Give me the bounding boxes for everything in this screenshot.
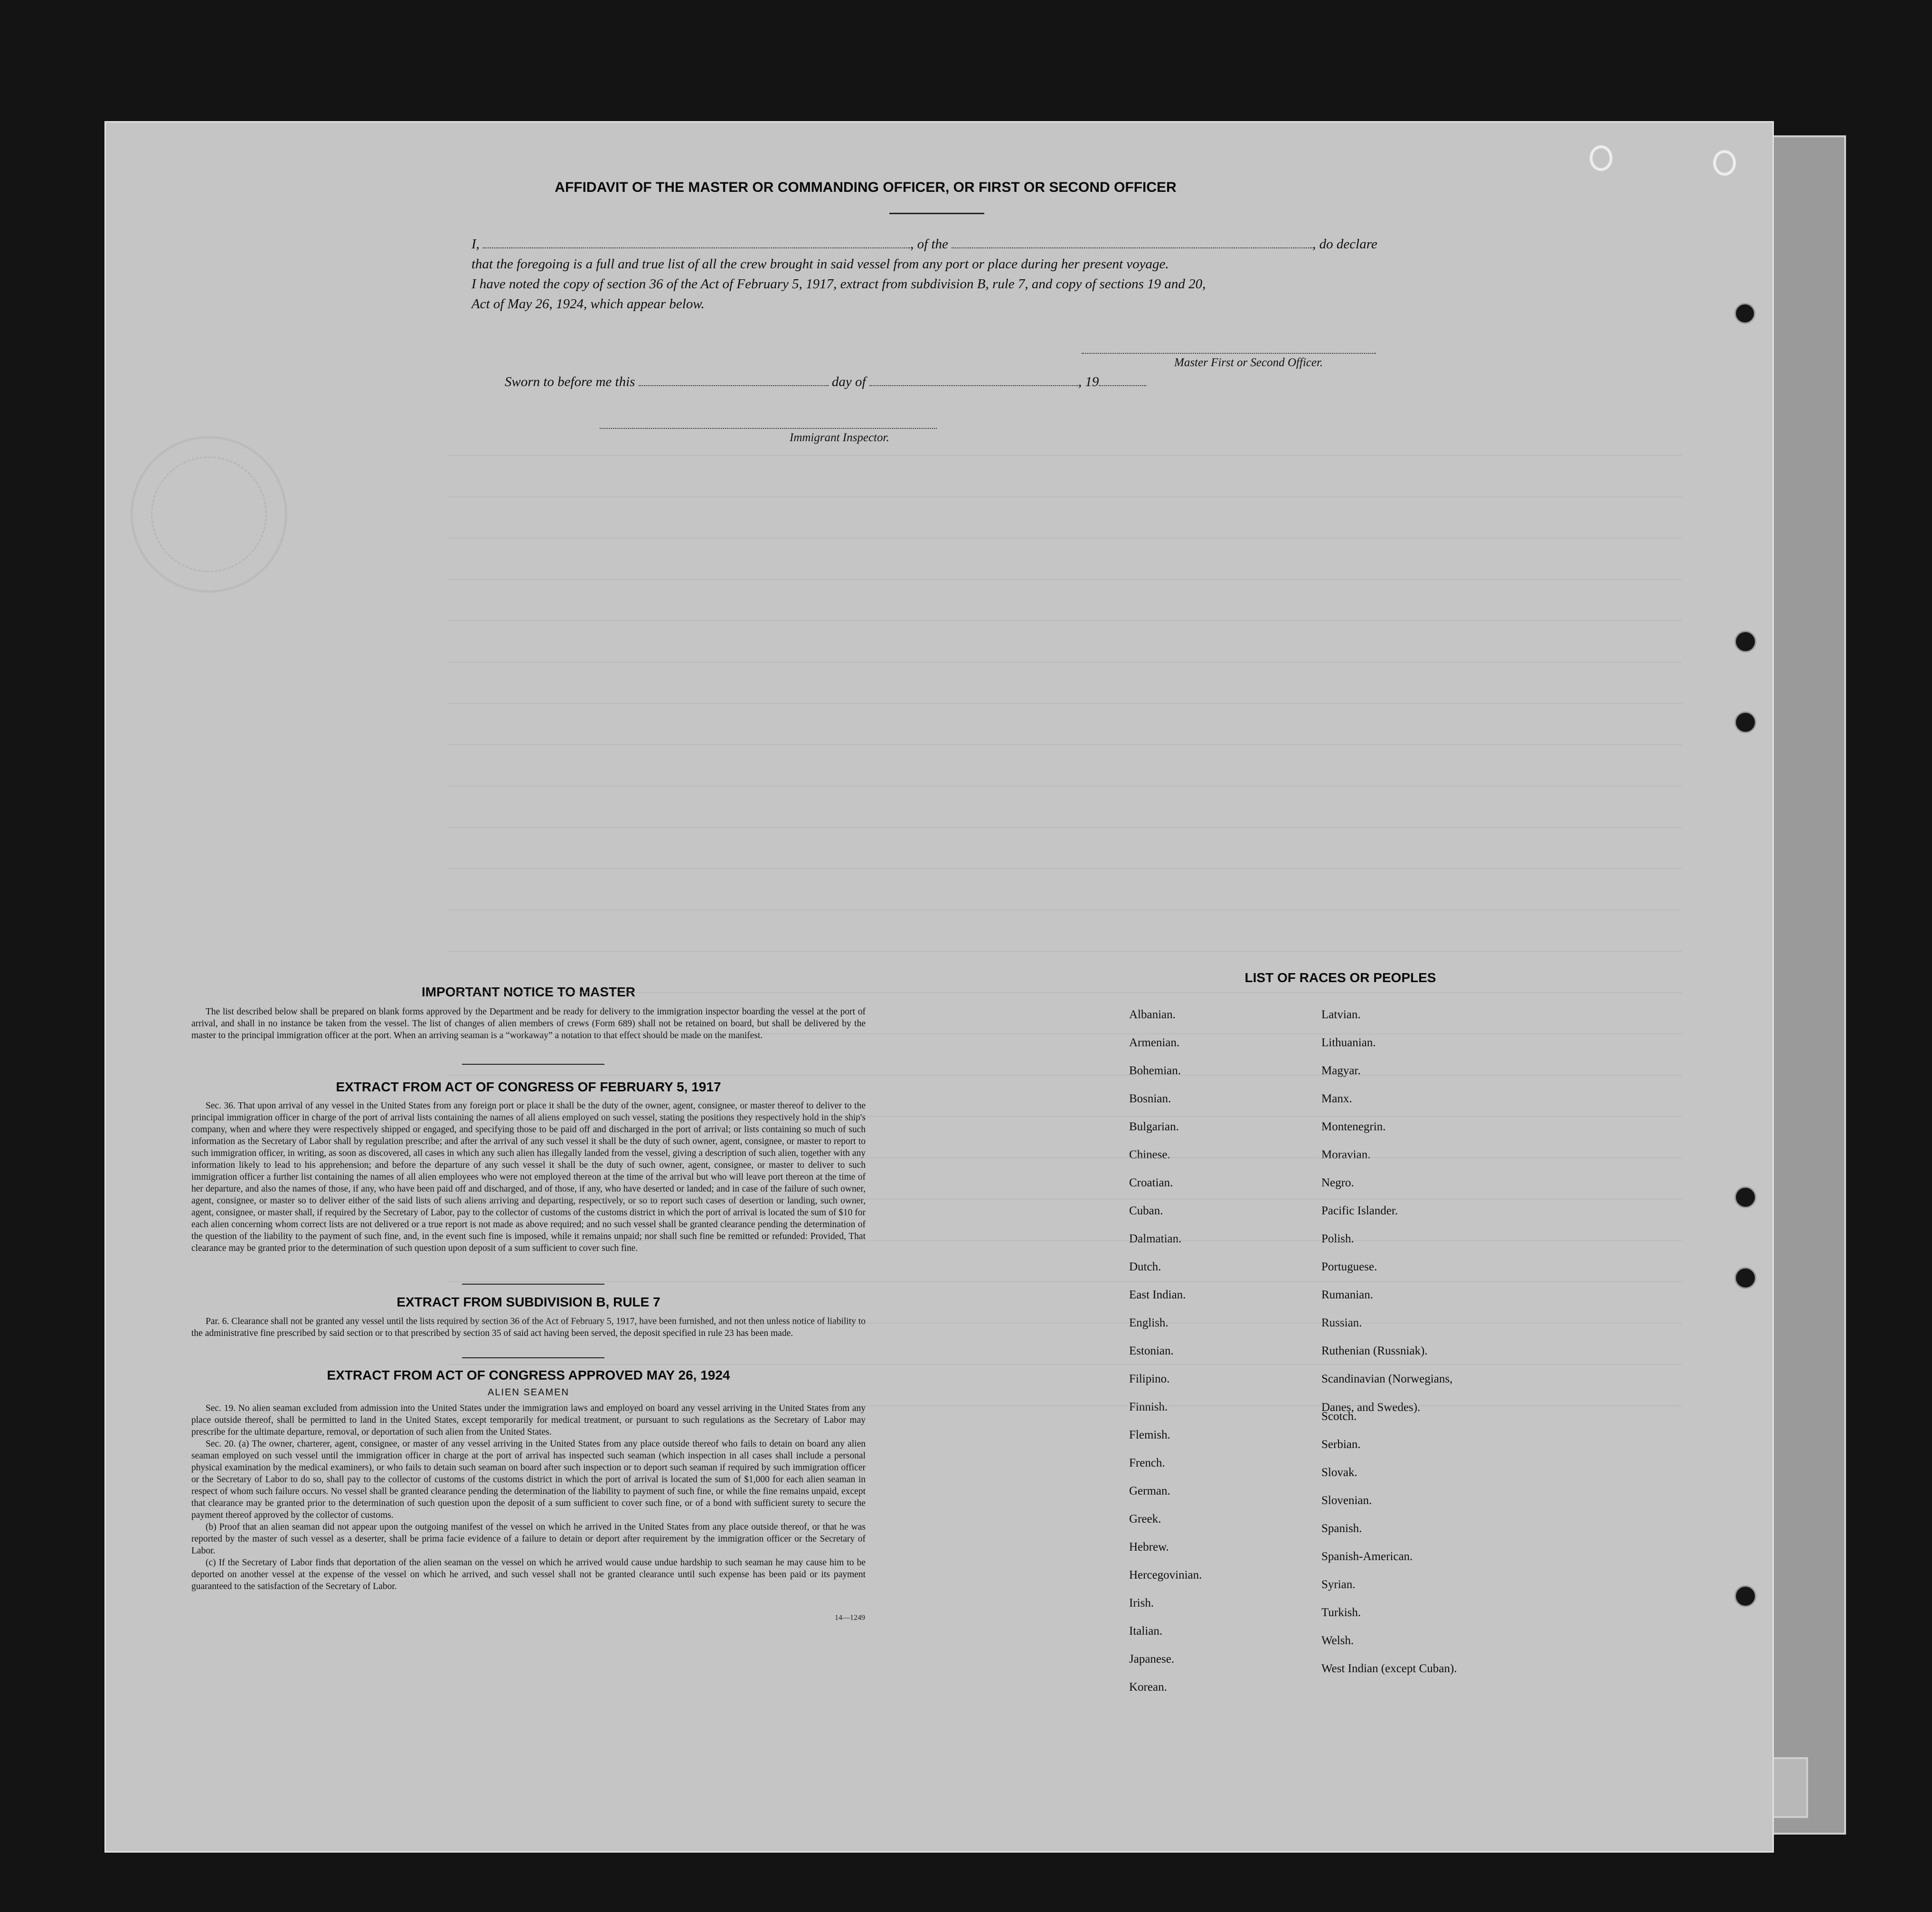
bleed-through-row xyxy=(448,455,1682,474)
sec-20b-text: (b) Proof that an alien seaman did not appear upon the outgoing manifest of the vessel on which he arrived in the United States from any place outside thereof, or that he was reported by the master of such vessel as a deserter, shall be prima facie evidence of a failure to detain or deport after requirement by the immigration officer or the Secretary of Labor. xyxy=(191,1522,866,1556)
race-item: Lithuanian. xyxy=(1321,1036,1376,1049)
sec-20c-text: (c) If the Secretary of Labor finds that deportation of the alien seaman on the vessel on which he arrived would cause undue hardship to such seaman he may cause him to be deported on another vessel at the expense of the vessel on which he arrived, and such vessel shall not be granted clearance until such expense has been paid or its payment guaranteed to the satisfaction of the Secretary of Labor. xyxy=(191,1558,866,1591)
race-item: Japanese. xyxy=(1129,1653,1175,1666)
race-item: Welsh. xyxy=(1321,1634,1354,1647)
bleed-through-row xyxy=(448,538,1682,557)
race-item: Scotch. xyxy=(1321,1410,1357,1423)
race-item: Spanish-American. xyxy=(1321,1550,1413,1563)
race-item: Slovak. xyxy=(1321,1466,1357,1479)
name-blank xyxy=(483,247,910,248)
race-item: Hebrew. xyxy=(1129,1541,1169,1553)
bleed-through-row xyxy=(448,1116,1682,1135)
punch-hole xyxy=(1734,303,1755,324)
race-item: Russian. xyxy=(1321,1316,1362,1329)
race-item: Spanish. xyxy=(1321,1522,1362,1535)
race-item: Albanian. xyxy=(1129,1008,1176,1021)
bleed-through-row xyxy=(448,496,1682,515)
bleed-through-row xyxy=(448,909,1682,928)
race-item: Italian. xyxy=(1129,1625,1163,1638)
bleed-through-row xyxy=(448,1157,1682,1176)
race-item: French. xyxy=(1129,1457,1165,1469)
race-item: Finnish. xyxy=(1129,1401,1168,1413)
bleed-through-row xyxy=(448,1364,1682,1383)
race-item: Chinese. xyxy=(1129,1148,1170,1161)
race-item: Armenian. xyxy=(1129,1036,1180,1049)
affidavit-line-1: I, , of the , do declare xyxy=(471,237,1377,252)
race-item: Portuguese. xyxy=(1321,1260,1377,1273)
bleed-through-row xyxy=(448,1033,1682,1052)
race-item: German. xyxy=(1129,1485,1170,1497)
bleed-through-row xyxy=(448,951,1682,970)
bleed-through-row xyxy=(448,1281,1682,1300)
race-item: Manx. xyxy=(1321,1092,1352,1105)
inspector-caption: Immigrant Inspector. xyxy=(790,431,889,444)
sworn-year-blank xyxy=(1099,385,1146,386)
bleed-through-row xyxy=(448,662,1682,681)
bleed-through-row xyxy=(448,579,1682,598)
punch-hole xyxy=(1734,1585,1756,1607)
sec-20a-text: Sec. 20. (a) The owner, charterer, agent, consignee, or master of any vessel arriving in the United States from any place outside thereof who fails to detain on board any alien seaman employed on such vessel until the immigration officer in charge at the port of arrival has inspected such seaman (which inspection in all cases shall include a personal physical examination by the medical examiners), or who fails to detain such seaman on board after such inspection or to deport such seaman if required by such immigration officer or the Secretary of Labor to do so, shall pay to the collector of customs of the customs district in which the port of arrival is located the sum of $1,000 for each alien seaman in respect of whom such failure occurs. No vessel shall be granted clearance pending the determination of the liability to payment of such fine, or while the fine remains unpaid, except that clearance may be granted prior to the determination of such question upon the deposit of a sum sufficient to cover such fine, or of a bond with sufficient surety to secure the payment thereof approved by the collector of customs. xyxy=(191,1439,866,1520)
race-item: English. xyxy=(1129,1316,1169,1329)
punch-hole xyxy=(1734,711,1756,733)
rule-7-text: Par. 6. Clearance shall not be granted any vessel until the lists required by section 36 of the Act of February 5, 1917, have been furnished, and not then unless notice of liability to the administrative fine prescribed by said section or to that prescribed by section 35 of said act having been served, the deposit specified in rule 23 has been made. xyxy=(191,1316,866,1338)
race-item: Magyar. xyxy=(1321,1064,1361,1077)
race-item: Filipino. xyxy=(1129,1372,1170,1385)
inspector-signature-line xyxy=(600,428,937,429)
race-item: Greek. xyxy=(1129,1513,1161,1525)
race-item: Serbian. xyxy=(1321,1438,1361,1451)
bleed-through-row xyxy=(448,786,1682,805)
bleed-through-row xyxy=(448,1075,1682,1094)
rule-7-heading: EXTRACT FROM SUBDIVISION B, RULE 7 xyxy=(396,1295,660,1309)
master-signature-line xyxy=(1082,353,1376,354)
race-item: Turkish. xyxy=(1321,1606,1361,1619)
notice-text: The list described below shall be prepared on blank forms approved by the Department and be ready for delivery to the immigration inspector boarding the vessel at the port of arrival, and shall in no instance be taken from the vessel. The list of changes of alien members of crews (Form 689) shall not be retained on board, but shall be delivered by the master to the principal immigration officer at the port. When an arriving seaman is a “workaway” a notation to that effect should be made on the manifest. xyxy=(191,1007,866,1041)
divider xyxy=(462,1064,604,1065)
binder-ring xyxy=(1713,150,1736,176)
binder-ring xyxy=(1590,145,1612,171)
race-item: Rumanian. xyxy=(1321,1288,1374,1301)
sworn-line: Sworn to before me this day of , 19 xyxy=(505,374,1146,390)
race-item: Moravian. xyxy=(1321,1148,1371,1161)
race-item: Irish. xyxy=(1129,1597,1154,1609)
affidavit-title: AFFIDAVIT OF THE MASTER OR COMMANDING OFFICER, OR FIRST OR SECOND OFFICER xyxy=(555,180,1177,195)
race-item: Danes, and Swedes). xyxy=(1321,1401,1421,1414)
race-item: Korean. xyxy=(1129,1681,1167,1694)
race-item: Montenegrin. xyxy=(1321,1120,1386,1133)
race-item: Croatian. xyxy=(1129,1176,1173,1189)
race-item: Bohemian. xyxy=(1129,1064,1181,1077)
divider xyxy=(462,1357,604,1358)
alien-seamen-subheading: ALIEN SEAMEN xyxy=(488,1387,569,1398)
race-item: Dutch. xyxy=(1129,1260,1161,1273)
race-item: Syrian. xyxy=(1321,1578,1356,1591)
punch-hole xyxy=(1734,1267,1756,1289)
master-caption: Master First or Second Officer. xyxy=(1174,356,1323,369)
bleed-through-row xyxy=(448,744,1682,763)
sworn-day-blank xyxy=(639,385,829,386)
punch-hole xyxy=(1734,631,1756,653)
bleed-through-row xyxy=(448,1199,1682,1218)
bleed-through-row xyxy=(448,992,1682,1011)
act-1924-heading: EXTRACT FROM ACT OF CONGRESS APPROVED MAY 26, 1924 xyxy=(327,1368,730,1382)
race-item: Ruthenian (Russniak). xyxy=(1321,1344,1428,1357)
punch-hole xyxy=(1734,1186,1756,1208)
race-item: Scandinavian (Norwegians, xyxy=(1321,1372,1453,1385)
races-heading: LIST OF RACES OR PEOPLES xyxy=(1244,970,1436,985)
act-1917-text: Sec. 36. That upon arrival of any vessel in the United States from any foreign port or place it shall be the duty of the owner, agent, consignee, or master thereof to deliver to the principal immigration officer in charge of the port of arrival lists containing the names of all aliens employed on such vessel, stating the positions they respectively hold in the ship's company, when and where they were respectively shipped or engaged, and specifying those to be paid off and discharged in the port of arrival; or lists containing so much of such information as the Secretary of Labor shall by regulation prescribe; and after the arrival of any such vessel it shall be the duty of such owner, agent, consignee, or master to report to such immigration officer, in writing, as soon as discovered, all cases in which any such alien has illegally landed from the vessel, giving a description of such alien, together with any information likely to lead to his apprehension; and before the departure of any such vessel it shall be the duty of such owner, agent, consignee, or master to deliver to such immigration officer a further list containing the names of all alien employees who were not employed thereon at the time of the arrival but who will leave port thereon at the time of her departure, and also the names of those, if any, who have been paid off and discharged, and of those, if any, who have deserted or landed; and in case of the failure of such owner, agent, consignee, or master so to deliver either of the said lists of such aliens arriving and departing, respectively, or so to report such cases of desertion or landing, such owner, agent, consignee, or master shall, if required by the Secretary of Labor, pay to the collector of customs of the customs district in which the port of arrival is located the sum of $10 for each alien concerning whom correct lists are not delivered or a true report is not made as above required; and no such vessel shall be granted clearance pending the determination of the question of the liability to the payment of such fine, and, in the event such fine is imposed, while it remains unpaid; nor shall such fine be remitted or refunded: Provided, That clearance may be granted prior to the determination of such question upon deposit of a sum sufficient to cover such fine. xyxy=(191,1101,866,1253)
race-item: Polish. xyxy=(1321,1232,1354,1245)
race-item: Hercegovinian. xyxy=(1129,1569,1202,1581)
embossed-seal xyxy=(131,436,287,593)
race-item: Cuban. xyxy=(1129,1204,1163,1217)
manifest-back-page xyxy=(104,121,1774,1853)
race-item: Dalmatian. xyxy=(1129,1232,1182,1245)
bleed-through-row xyxy=(448,1405,1682,1424)
race-item: East Indian. xyxy=(1129,1288,1186,1301)
race-item: Bosnian. xyxy=(1129,1092,1171,1105)
act-1917-heading: EXTRACT FROM ACT OF CONGRESS OF FEBRUARY 5, 1917 xyxy=(336,1079,721,1094)
race-item: Negro. xyxy=(1321,1176,1354,1189)
sec-19-text: Sec. 19. No alien seaman excluded from admission into the United States under the immigration laws and employed on board any vessel arriving in the United States from any place outside thereof, shall be permitted to land in the United States, except temporarily for medical treatment, or pursuant to such regulations as the Secretary of Labor may prescribe for the ultimate departure, removal, or deportation of such alien from the United States. xyxy=(191,1403,866,1437)
affidavit-line-3: I have noted the copy of section 36 of the Act of February 5, 1917, extract from subdivision B, rule 7, and copy of sections 19 and 20, xyxy=(471,276,1206,292)
race-item: Bulgarian. xyxy=(1129,1120,1179,1133)
race-item: West Indian (except Cuban). xyxy=(1321,1662,1457,1675)
affidavit-line-2: that the foregoing is a full and true list of all the crew brought in said vessel from any port or place during her present voyage. xyxy=(471,256,1169,272)
vessel-blank xyxy=(952,247,1312,248)
notice-heading: IMPORTANT NOTICE TO MASTER xyxy=(421,984,636,999)
race-item: Latvian. xyxy=(1321,1008,1361,1021)
bleed-through-row xyxy=(448,620,1682,639)
form-number: 14—1249 xyxy=(835,1614,865,1622)
bleed-through-row xyxy=(448,703,1682,722)
divider xyxy=(889,213,984,214)
act-1924-text xyxy=(191,1402,866,1592)
affidavit-line-4: Act of May 26, 1924, which appear below. xyxy=(471,296,705,312)
race-item: Slovenian. xyxy=(1321,1494,1372,1507)
bleed-through-row xyxy=(448,827,1682,846)
race-item: Estonian. xyxy=(1129,1344,1174,1357)
race-item: Pacific Islander. xyxy=(1321,1204,1398,1217)
bleed-through-row xyxy=(448,868,1682,887)
sworn-month-blank xyxy=(869,385,1078,386)
bleed-through-row xyxy=(448,1323,1682,1342)
bleed-through-row xyxy=(448,1240,1682,1259)
race-item: Flemish. xyxy=(1129,1429,1170,1441)
